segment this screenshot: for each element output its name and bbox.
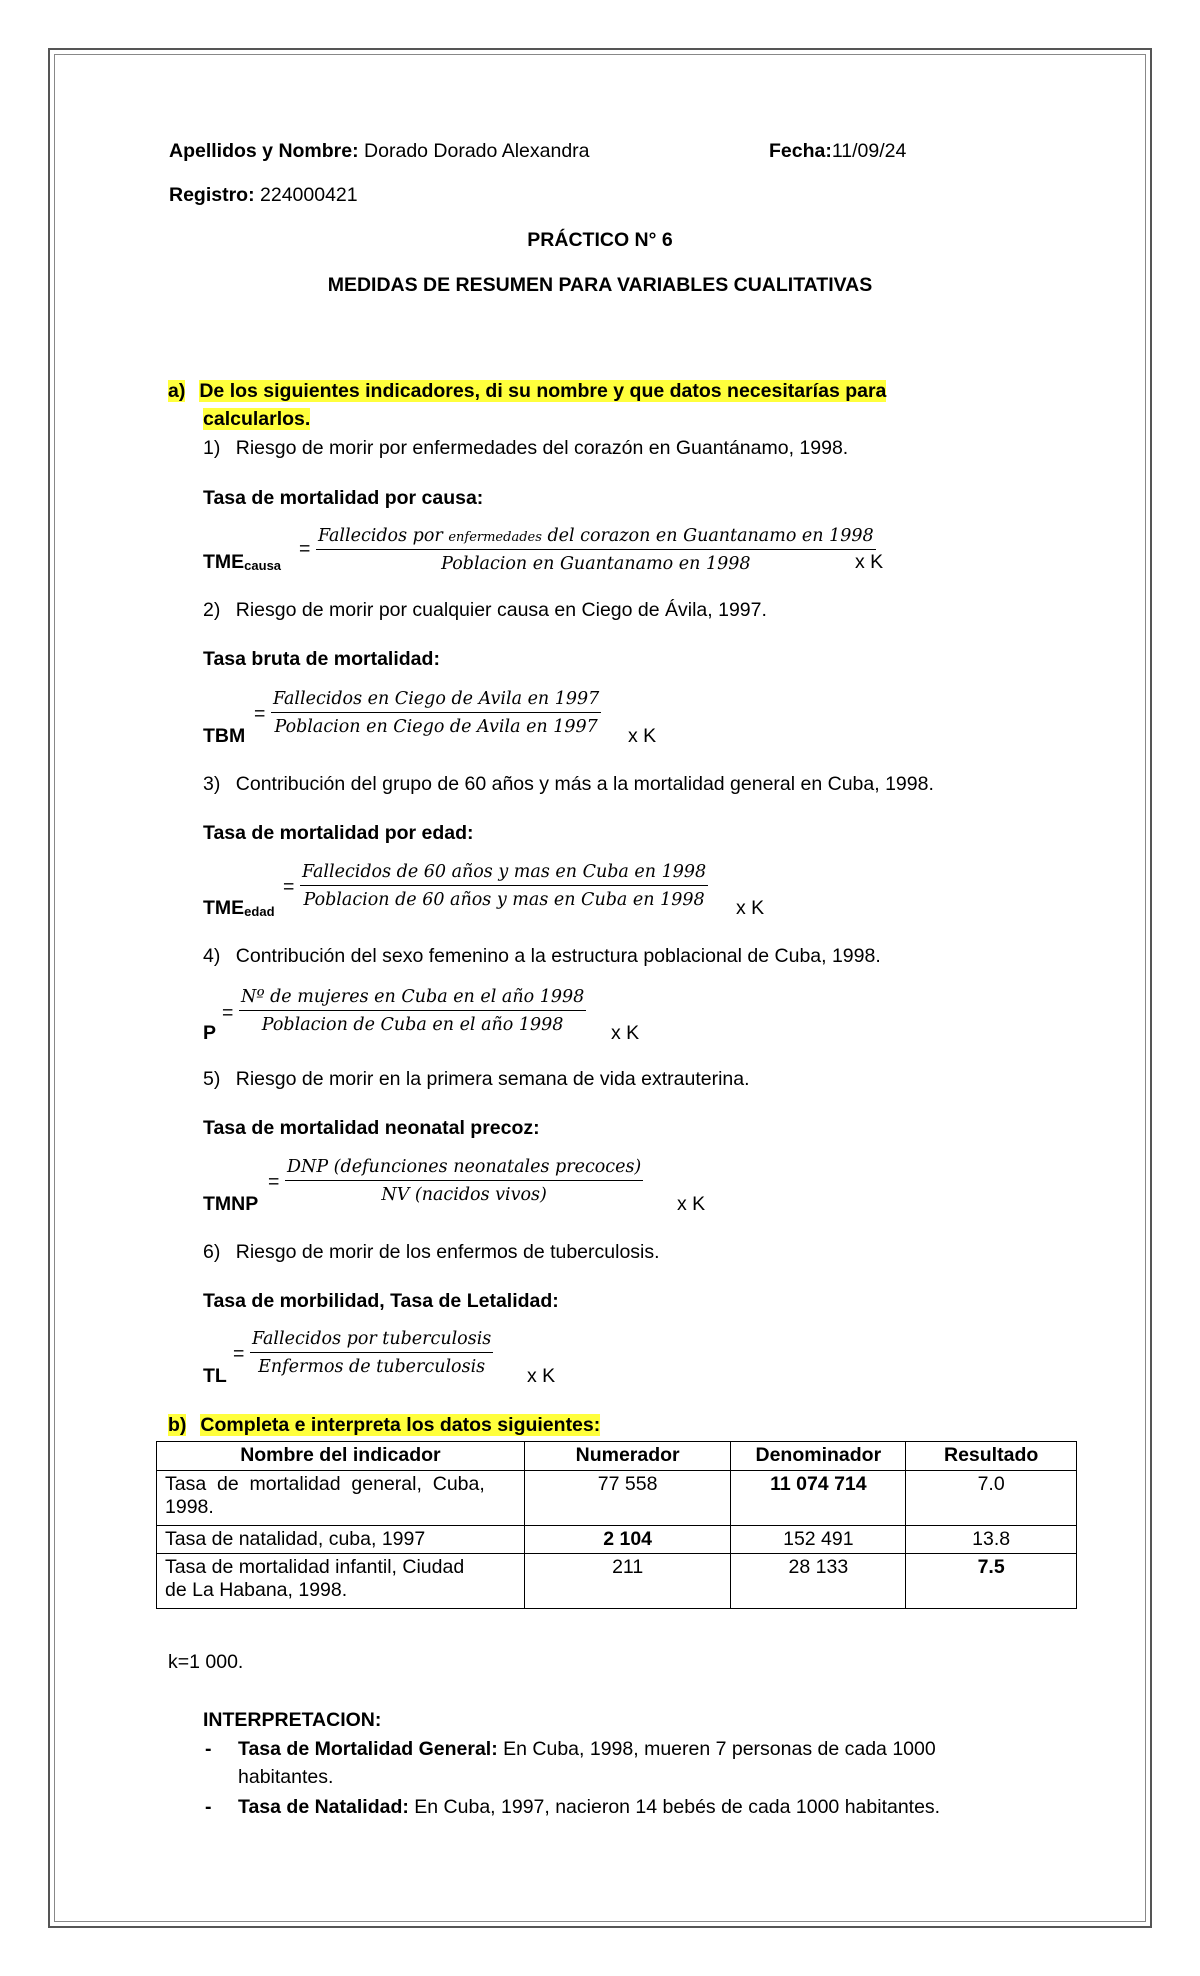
item-3-rate-name: Tasa de mortalidad por edad:	[203, 822, 474, 844]
table-cell-numerator: 77 558	[524, 1471, 731, 1526]
item-4-factor: x K	[611, 1022, 640, 1044]
section-a-heading-line1: De los siguientes indicadores, di su nombre y que datos necesitarías para	[199, 380, 887, 402]
item-2-fraction	[271, 689, 601, 737]
item-2-rate-name: Tasa bruta de mortalidad:	[203, 648, 440, 670]
table-cell-indicator: Tasa de natalidad, cuba, 1997	[157, 1526, 525, 1554]
interpretation-2	[238, 1796, 940, 1819]
table-header-result: Resultado	[906, 1442, 1077, 1471]
section-b-marker: b)	[168, 1414, 187, 1436]
item-3-symbol-sub: edad	[244, 904, 275, 919]
item-1-num-small: enfermedades	[448, 530, 542, 545]
item-5-factor: x K	[677, 1193, 706, 1215]
page-title: PRÁCTICO N° 6	[527, 229, 673, 251]
interpretation-2-text: En Cuba, 1997, nacieron 14 bebés de cada 1000 habitantes.	[408, 1796, 941, 1818]
item-5-equals: =	[268, 1171, 280, 1193]
item-4-symbol: P	[203, 1022, 217, 1044]
table-cell-result: 13.8	[906, 1526, 1077, 1554]
date-line	[769, 140, 906, 163]
item-4	[203, 945, 881, 968]
table-cell-indicator	[157, 1471, 525, 1526]
table-cell-denominator: 28 133	[731, 1554, 906, 1609]
table-cell-result: 7.5	[906, 1554, 1077, 1609]
section-a-heading-line2: calcularlos.	[203, 408, 311, 430]
table-row	[157, 1471, 1077, 1526]
interpretation-1-text: En Cuba, 1998, mueren 7 personas de cada 1000	[497, 1738, 936, 1760]
item-1-symbol	[203, 551, 281, 574]
date-label: Fecha:	[769, 140, 832, 162]
table-row	[157, 1554, 1077, 1609]
item-6-equals: =	[233, 1343, 245, 1365]
item-2-text: Riesgo de morir por cualquier causa en Ciego de Ávila, 1997.	[235, 599, 767, 621]
item-2-denominator: Poblacion en Ciego de Avila en 1997	[274, 717, 598, 737]
interpretation-2-dash: -	[205, 1796, 212, 1818]
table-cell-denominator: 152 491	[731, 1526, 906, 1554]
interpretation-title: INTERPRETACION:	[203, 1709, 382, 1731]
registro-label: Registro:	[169, 184, 255, 206]
item-1-equals: =	[299, 538, 311, 560]
item-4-denominator: Poblacion de Cuba en el año 1998	[261, 1015, 564, 1035]
page-subtitle: MEDIDAS DE RESUMEN PARA VARIABLES CUALITATIVAS	[327, 274, 873, 296]
section-b-heading	[168, 1414, 600, 1437]
table-cell-numerator: 211	[524, 1554, 731, 1609]
interpretation-1-label: Tasa de Mortalidad General:	[238, 1738, 498, 1760]
item-6-number: 6)	[203, 1241, 221, 1263]
item-1-num-part2: del corazon en Guantanamo en 1998	[547, 526, 874, 546]
name-label: Apellidos y Nombre:	[169, 140, 359, 162]
item-5-rate-name: Tasa de mortalidad neonatal precoz:	[203, 1117, 540, 1139]
item-5-number: 5)	[203, 1068, 221, 1090]
item-4-equals: =	[222, 1002, 234, 1024]
item-3-symbol-main: TME	[203, 897, 245, 919]
item-3-denominator: Poblacion de 60 años y mas en Cuba en 1998	[303, 890, 705, 910]
item-4-fraction	[239, 987, 586, 1035]
item-3-fraction	[300, 862, 708, 910]
table-cell-indicator	[157, 1554, 525, 1609]
item-3-equals: =	[283, 876, 295, 898]
item-3-number: 3)	[203, 773, 221, 795]
item-1-factor: x K	[855, 551, 884, 573]
table-cell-denominator: 11 074 714	[731, 1471, 906, 1526]
item-1-number: 1)	[203, 437, 221, 459]
indicator-line2: 1998.	[165, 1496, 214, 1518]
item-1-fraction	[316, 526, 876, 574]
item-6-factor: x K	[527, 1365, 556, 1387]
item-1-denominator: Poblacion en Guantanamo en 1998	[441, 554, 751, 574]
item-6-denominator: Enfermos de tuberculosis	[258, 1357, 486, 1377]
page-border-inner	[54, 54, 1146, 1922]
item-5-symbol: TMNP	[203, 1193, 259, 1215]
item-3	[203, 773, 934, 796]
item-5-fraction	[285, 1157, 643, 1205]
item-6-symbol: TL	[203, 1365, 227, 1387]
item-5	[203, 1068, 750, 1091]
table-row	[157, 1526, 1077, 1554]
item-6-rate-name: Tasa de morbilidad, Tasa de Letalidad:	[203, 1290, 559, 1312]
table-header-indicator: Nombre del indicador	[157, 1442, 525, 1471]
interpretation-1	[238, 1738, 936, 1761]
name-value: Dorado Dorado Alexandra	[364, 140, 590, 162]
item-1-numerator	[316, 526, 876, 550]
item-2-equals: =	[254, 703, 266, 725]
item-3-numerator: Fallecidos de 60 años y mas en Cuba en 1998	[300, 862, 708, 886]
registro-value: 224000421	[260, 184, 358, 206]
item-4-number: 4)	[203, 945, 221, 967]
item-2	[203, 599, 767, 622]
item-1-rate-name: Tasa de mortalidad por causa:	[203, 487, 484, 509]
item-3-symbol	[203, 897, 275, 920]
item-6-text: Riesgo de morir de los enfermos de tuberculosis.	[235, 1241, 660, 1263]
item-1	[203, 437, 848, 460]
item-6-numerator: Fallecidos por tuberculosis	[250, 1329, 493, 1353]
registro-line	[169, 184, 358, 207]
table-cell-numerator: 2 104	[524, 1526, 731, 1554]
section-a-marker: a)	[168, 380, 186, 402]
item-3-text: Contribución del grupo de 60 años y más a la mortalidad general en Cuba, 1998.	[235, 773, 934, 795]
item-1-num-part1: Fallecidos por	[318, 526, 443, 546]
item-4-text: Contribución del sexo femenino a la estructura poblacional de Cuba, 1998.	[235, 945, 881, 967]
interpretation-2-label: Tasa de Natalidad:	[238, 1796, 409, 1818]
section-a-heading	[168, 380, 886, 403]
table-header-numerator: Numerador	[524, 1442, 731, 1471]
item-1-text: Riesgo de morir por enfermedades del corazón en Guantánamo, 1998.	[235, 437, 849, 459]
item-2-numerator: Fallecidos en Ciego de Avila en 1997	[271, 689, 601, 713]
indicator-line1: Tasa de mortalidad general, Cuba,	[165, 1473, 485, 1495]
item-2-factor: x K	[628, 725, 657, 747]
item-5-text: Riesgo de morir en la primera semana de vida extrauterina.	[235, 1068, 750, 1090]
item-2-number: 2)	[203, 599, 221, 621]
item-4-numerator: Nº de mujeres en Cuba en el año 1998	[239, 987, 586, 1011]
interpretation-1-dash: -	[205, 1738, 212, 1760]
interpretation-1-cont: habitantes.	[238, 1766, 334, 1788]
section-a-heading-cont	[203, 408, 310, 431]
date-value: 11/09/24	[831, 140, 907, 162]
item-1-symbol-main: TME	[203, 551, 245, 573]
table-header-row	[157, 1442, 1077, 1471]
indicator-line1: Tasa de mortalidad infantil, Ciudad	[165, 1556, 465, 1578]
item-1-symbol-sub: causa	[244, 558, 282, 573]
item-5-numerator: DNP (defunciones neonatales precoces)	[285, 1157, 643, 1181]
item-5-denominator: NV (nacidos vivos)	[381, 1185, 547, 1205]
table-cell-result: 7.0	[906, 1471, 1077, 1526]
section-b-heading-text: Completa e interpreta los datos siguientes:	[200, 1414, 601, 1436]
indicator-line2: de La Habana, 1998.	[165, 1579, 348, 1601]
item-2-symbol: TBM	[203, 725, 246, 747]
item-6	[203, 1241, 660, 1264]
name-line	[169, 140, 590, 163]
table-header-denominator: Denominador	[731, 1442, 906, 1471]
indicators-table	[156, 1441, 1077, 1609]
item-6-fraction	[250, 1329, 493, 1377]
k-note: k=1 000.	[168, 1651, 244, 1673]
item-3-factor: x K	[736, 897, 765, 919]
